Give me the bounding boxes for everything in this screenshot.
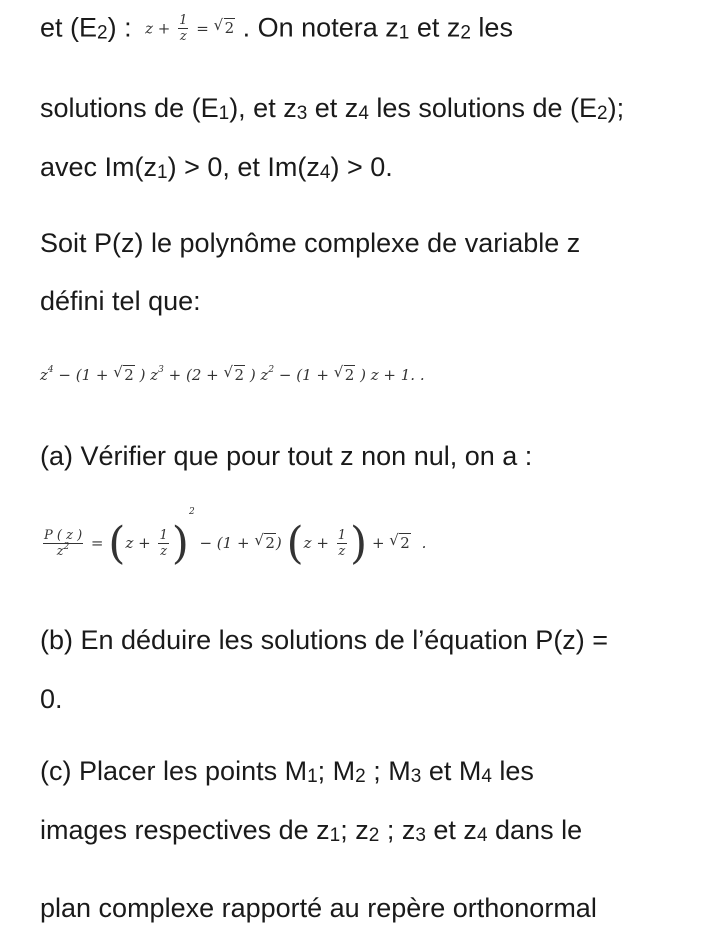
denominator: z (160, 543, 168, 559)
text: ) > 0. (330, 152, 393, 182)
subscript: 1 (218, 103, 230, 124)
radicand: 2 (124, 366, 134, 384)
subscript: 2 (368, 825, 380, 846)
equation-e2 (145, 14, 235, 45)
math-var: z (40, 366, 48, 384)
math-text: − (1 + (278, 366, 329, 384)
radicand: 2 (400, 534, 410, 552)
math-text: z + (303, 534, 329, 552)
math-text: − (1 + (58, 366, 109, 384)
math-text: z + (145, 19, 171, 38)
paren: ) (171, 518, 189, 569)
math-text: z + 1. . (370, 366, 425, 384)
subscript: 1 (398, 22, 410, 44)
math-text: − (1 + (199, 534, 250, 552)
text: ), et z (229, 93, 297, 123)
text-line-1 (40, 14, 513, 45)
math-text: z + (125, 534, 151, 552)
subscript: 4 (476, 825, 488, 846)
subscript: 1 (157, 162, 168, 183)
math-text: . (421, 534, 427, 552)
radicand: 2 (224, 19, 235, 38)
math-text: = (90, 534, 104, 552)
text: ; z (379, 815, 416, 845)
radicand: 2 (265, 534, 275, 552)
numerator: 1 (179, 13, 188, 28)
fraction (178, 14, 188, 45)
question-b-line-1: (b) En déduire les solutions de l’équation P(z) = (40, 625, 609, 655)
math-text: = (196, 19, 209, 38)
subscript: 2 (355, 766, 366, 787)
question-b-line-2: 0. (40, 684, 63, 714)
exponent: 4 (47, 365, 54, 375)
paren: ) (349, 518, 368, 569)
square-root: √ 2 (223, 363, 245, 384)
numerator: P ( z ) (44, 527, 83, 543)
denominator: z (338, 543, 346, 559)
polynomial-equation (40, 363, 425, 384)
square-root: √ 2 (333, 363, 355, 384)
math-var: z (150, 366, 159, 384)
math-text: ) (139, 366, 146, 384)
text: les (491, 756, 534, 786)
subscript: 1 (307, 766, 318, 787)
subscript: 4 (481, 766, 492, 787)
text: ) > 0, et Im(z (167, 152, 320, 182)
subscript: 2 (597, 103, 608, 124)
math-text: + (2 + (168, 366, 219, 384)
fraction (337, 529, 347, 560)
text: dans le (487, 815, 583, 845)
square-root: √ 2 (213, 16, 235, 38)
subscript: 1 (329, 825, 341, 846)
text: les solutions de (E (368, 93, 598, 123)
fraction-lhs (43, 529, 83, 560)
text: et (E (40, 12, 98, 43)
exponent: 2 (268, 365, 275, 375)
text-line-2 (40, 95, 624, 123)
text: . On notera z (242, 12, 399, 43)
question-c-line-2 (40, 817, 582, 845)
square-root: √ 2 (113, 363, 134, 384)
denominator (56, 541, 70, 560)
math-text: + (371, 534, 385, 552)
subscript: 4 (319, 162, 331, 183)
text: et z (307, 93, 359, 123)
subscript: 2 (460, 22, 471, 44)
text: (c) Placer les points M (40, 756, 308, 786)
fraction (158, 529, 168, 560)
text-line-5: défini tel que: (40, 286, 201, 316)
square-root: √ 2 (389, 531, 410, 552)
math-text: ) (249, 366, 256, 384)
text: ; M (317, 756, 356, 786)
math-var: z (260, 366, 269, 384)
subscript: 3 (410, 766, 422, 787)
numerator: 1 (337, 527, 346, 543)
denominator: z (179, 29, 187, 45)
numerator: 1 (159, 527, 168, 543)
text-line-4: Soit P(z) le polynôme complexe de variable z (40, 228, 581, 258)
exponent: 3 (158, 365, 164, 375)
text: les (470, 12, 513, 43)
radicand: 2 (234, 366, 245, 384)
math-var: z (56, 543, 64, 559)
subscript: 2 (97, 22, 108, 44)
text: images respectives de z (40, 815, 330, 845)
text: et z (409, 12, 461, 43)
text: avec Im(z (40, 152, 158, 182)
text: ; M (365, 756, 411, 786)
math-text: ) (275, 534, 282, 552)
text: ); (607, 93, 625, 123)
text: ) : (107, 12, 132, 43)
text: solutions de (E (40, 93, 219, 123)
text-line-3 (40, 154, 393, 182)
exponent: 2 (188, 507, 195, 517)
question-a: (a) Vérifier que pour tout z non nul, on a : (40, 441, 533, 471)
exponent: 2 (63, 541, 70, 552)
text: et M (421, 756, 482, 786)
subscript: 3 (415, 825, 426, 846)
text: et z (425, 815, 477, 845)
question-c-line-3: plan complexe rapporté au repère orthonormal (40, 893, 597, 923)
identity-equation (40, 507, 427, 569)
paren: ( (286, 518, 304, 569)
subscript: 4 (358, 103, 369, 124)
text: ; z (340, 815, 369, 845)
question-c-line-1 (40, 758, 534, 786)
subscript: 3 (296, 103, 308, 124)
square-root: √ 2 (254, 531, 275, 552)
radicand: 2 (344, 366, 355, 384)
paren: ( (108, 518, 126, 569)
math-text: ) (360, 366, 366, 384)
